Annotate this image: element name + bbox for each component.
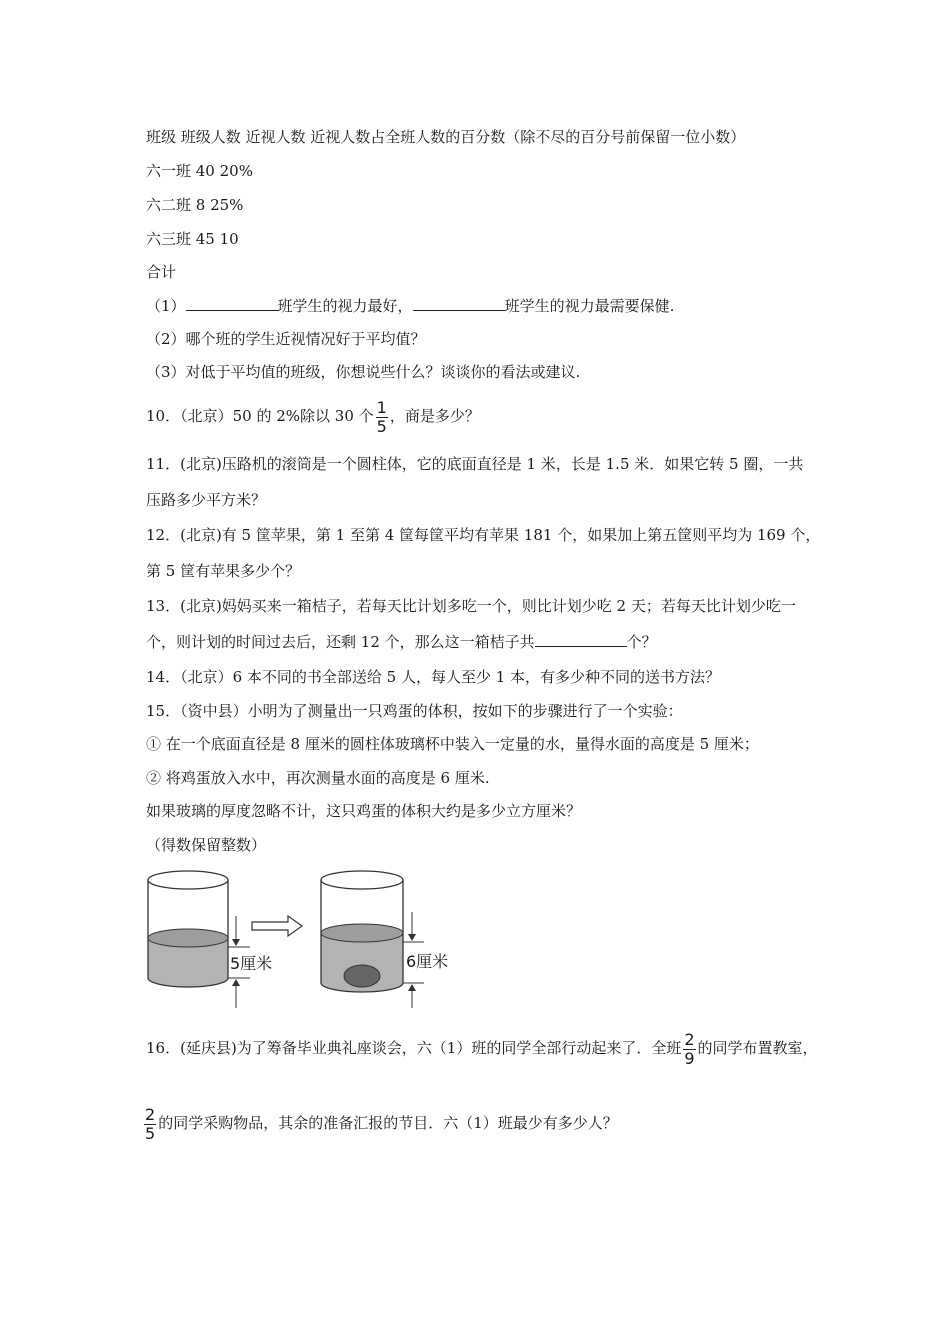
- arrowhead-down-before: [232, 939, 240, 946]
- q16-line2: [142, 1101, 618, 1145]
- q13-line1: 13．(北京)妈妈买来一箱桔子，若每天比计划多吃一个，则比计划少吃 2 天；若每天比计划少吃一: [146, 597, 796, 615]
- q15-step1: ① 在一个底面直径是 8 厘米的圆柱体玻璃杯中装入一定量的水，量得水面的高度是 5 厘米；: [146, 735, 759, 753]
- q15-step2: ② 将鸡蛋放入水中，再次测量水面的高度是 6 厘米.: [146, 769, 490, 787]
- q9-part1-mid: 班学生的视力最好，: [277, 297, 413, 315]
- arrowhead-down-after: [408, 934, 416, 941]
- q11-line1: 11．(北京)压路机的滚筒是一个圆柱体，它的底面直径是 1 米，长是 1.5 米．如果它转 5 圈，一共: [146, 455, 804, 473]
- beaker-rim-after: [321, 871, 403, 889]
- q9-part2: （2）哪个班的学生近视情况好于平均值？: [146, 330, 426, 348]
- q16-line1-prefix: 16．(延庆县)为了筹备毕业典礼座谈会，六（1）班的同学全部行动起来了．全班: [146, 1039, 682, 1057]
- beaker-rim-before: [148, 871, 228, 889]
- q16-frac2-den: 5: [145, 1123, 156, 1143]
- answer-blank-2[interactable]: [413, 296, 505, 311]
- table-row-total: 合计: [146, 263, 177, 281]
- q9-part1: [146, 296, 674, 316]
- q15-intro: 15．（资中县）小明为了测量出一只鸡蛋的体积，按如下的步骤进行了一个实验：: [146, 702, 683, 720]
- egg-shape: [344, 965, 380, 987]
- q16-fraction-1: [683, 1031, 695, 1068]
- arrowhead-up-after: [408, 984, 416, 991]
- beaker-before: [148, 871, 272, 1008]
- q11-line2: 压路多少平方米？: [146, 491, 267, 509]
- q16-frac1-den: 9: [684, 1048, 695, 1068]
- q9-part1-suffix: 班学生的视力最需要保健.: [504, 297, 675, 315]
- q13-line2-suffix: 个？: [626, 633, 657, 651]
- q14: 14．（北京）6 本不同的书全部送给 5 人，每人至少 1 本，有多少种不同的送书方法？: [146, 668, 721, 686]
- q10-frac-den: 5: [376, 416, 387, 436]
- answer-blank-3[interactable]: [535, 632, 627, 647]
- q13-line2: [146, 632, 657, 652]
- q16-line1: [146, 1026, 818, 1070]
- label-5cm: 5厘米: [230, 954, 273, 973]
- q16-line2-suffix: 的同学采购物品，其余的准备汇报的节目．六（1）班最少有多少人？: [158, 1114, 618, 1132]
- q12-line1: 12．(北京)有 5 筐苹果，第 1 至第 4 筐每筐平均有苹果 181 个，如果加上第五筐则平均为 169 个，: [146, 526, 821, 544]
- q16-frac1-num: 2: [684, 1029, 695, 1049]
- q10-prefix: 10．（北京）50 的 2%除以 30 个: [146, 407, 374, 425]
- q10-suffix: ，商是多少？: [389, 407, 480, 425]
- label-6cm: 6厘米: [406, 952, 449, 971]
- q13-line2-prefix: 个，则计划的时间过去后，还剩 12 个，那么这一箱桔子共: [146, 633, 535, 651]
- q9-part3: （3）对低于平均值的班级，你想说些什么？谈谈你的看法或建议.: [146, 363, 581, 381]
- transition-arrow-icon: [252, 916, 302, 936]
- arrowhead-up-before: [232, 979, 240, 986]
- water-surface-after: [321, 924, 403, 942]
- table-header: 班级 班级人数 近视人数 近视人数占全班人数的百分数（除不尽的百分号前保留一位小数）: [146, 128, 746, 146]
- table-row-2: 六二班 8 25%: [146, 196, 244, 214]
- water-surface-before: [148, 929, 228, 947]
- q10-frac-num: 1: [376, 397, 387, 417]
- beaker-figure: [140, 866, 460, 1026]
- q9-part1-prefix: （1）: [146, 297, 186, 315]
- table-row-3: 六三班 45 10: [146, 230, 239, 248]
- q16-line1-suffix: 的同学布置教室，: [697, 1039, 818, 1057]
- q10: [146, 396, 480, 436]
- answer-blank-1[interactable]: [186, 296, 278, 311]
- q16-frac2-num: 2: [145, 1104, 156, 1124]
- q12-line2: 第 5 筐有苹果多少个？: [146, 562, 301, 580]
- q15-note: （得数保留整数）: [146, 836, 267, 854]
- table-row-1: 六一班 40 20%: [146, 162, 253, 180]
- q15-question: 如果玻璃的厚度忽略不计，这只鸡蛋的体积大约是多少立方厘米？: [146, 802, 582, 820]
- beaker-after: [321, 871, 448, 1008]
- q16-fraction-2: [144, 1106, 156, 1143]
- q10-fraction: [376, 399, 388, 436]
